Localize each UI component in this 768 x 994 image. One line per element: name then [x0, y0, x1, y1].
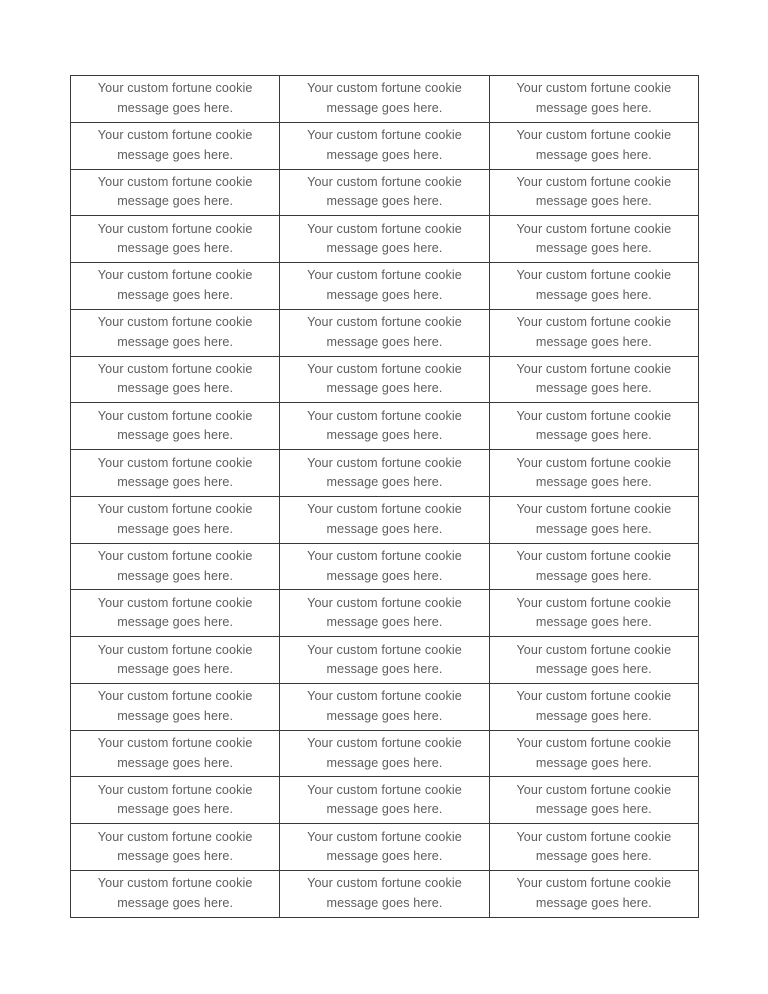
table-row [71, 637, 699, 684]
fortune-message-cell[interactable] [71, 122, 280, 169]
fortune-message-cell[interactable] [489, 824, 698, 871]
fortune-message-cell[interactable] [489, 403, 698, 450]
fortune-message-text: Your custom fortune cookie message goes here. [307, 455, 462, 489]
fortune-message-text: Your custom fortune cookie message goes here. [516, 782, 672, 817]
fortune-message-cell[interactable] [489, 543, 698, 590]
fortune-message-text: Your custom fortune cookie message goes here. [516, 736, 672, 770]
fortune-table-container [70, 75, 698, 917]
fortune-message-text: Your custom fortune cookie message goes here. [307, 876, 462, 910]
fortune-message-cell[interactable] [71, 450, 280, 497]
fortune-message-text: Your custom fortune cookie message goes here. [97, 689, 253, 723]
fortune-message-text: Your custom fortune cookie message goes here. [97, 829, 253, 864]
fortune-message-text: Your custom fortune cookie message goes here. [97, 502, 253, 536]
fortune-message-cell[interactable] [280, 871, 489, 918]
table-row [71, 543, 699, 590]
fortune-message-cell[interactable] [280, 777, 489, 824]
fortune-message-text: Your custom fortune cookie message goes here. [307, 361, 462, 396]
table-row [71, 824, 699, 871]
fortune-message-cell[interactable] [489, 496, 698, 543]
fortune-message-cell[interactable] [489, 122, 698, 169]
fortune-message-text: Your custom fortune cookie message goes here. [516, 502, 672, 536]
table-row [71, 356, 699, 403]
fortune-message-text: Your custom fortune cookie message goes here. [307, 642, 462, 677]
fortune-message-text: Your custom fortune cookie message goes here. [516, 595, 672, 630]
fortune-message-cell[interactable] [280, 76, 489, 123]
fortune-message-text: Your custom fortune cookie message goes here. [97, 876, 253, 910]
fortune-message-text: Your custom fortune cookie message goes here. [516, 361, 672, 396]
fortune-message-cell[interactable] [280, 263, 489, 310]
table-row [71, 496, 699, 543]
fortune-message-cell[interactable] [489, 683, 698, 730]
table-row [71, 403, 699, 450]
fortune-message-text: Your custom fortune cookie message goes here. [97, 268, 253, 302]
fortune-message-text: Your custom fortune cookie message goes here. [97, 174, 253, 209]
fortune-message-text: Your custom fortune cookie message goes here. [97, 595, 253, 630]
table-row [71, 777, 699, 824]
fortune-message-text: Your custom fortune cookie message goes here. [97, 128, 253, 162]
fortune-message-cell[interactable] [489, 777, 698, 824]
fortune-message-text: Your custom fortune cookie message goes here. [97, 315, 253, 349]
fortune-message-cell[interactable] [71, 356, 280, 403]
fortune-message-text: Your custom fortune cookie message goes here. [307, 315, 462, 349]
table-row [71, 450, 699, 497]
fortune-message-text: Your custom fortune cookie message goes here. [307, 408, 462, 443]
fortune-message-cell[interactable] [280, 450, 489, 497]
fortune-message-text: Your custom fortune cookie message goes here. [516, 829, 672, 864]
fortune-message-cell[interactable] [71, 824, 280, 871]
fortune-message-cell[interactable] [71, 777, 280, 824]
fortune-message-text: Your custom fortune cookie message goes here. [516, 642, 672, 677]
fortune-message-cell[interactable] [71, 683, 280, 730]
fortune-message-text: Your custom fortune cookie message goes here. [97, 782, 253, 817]
fortune-message-cell[interactable] [280, 309, 489, 356]
fortune-message-text: Your custom fortune cookie message goes here. [97, 408, 253, 443]
fortune-message-text: Your custom fortune cookie message goes here. [516, 689, 672, 723]
fortune-message-text: Your custom fortune cookie message goes here. [97, 361, 253, 396]
fortune-message-cell[interactable] [489, 263, 698, 310]
fortune-message-cell[interactable] [71, 730, 280, 777]
fortune-message-text: Your custom fortune cookie message goes here. [307, 221, 462, 256]
fortune-message-cell[interactable] [71, 263, 280, 310]
fortune-message-cell[interactable] [71, 403, 280, 450]
fortune-message-cell[interactable] [280, 683, 489, 730]
table-row [71, 871, 699, 918]
fortune-message-cell[interactable] [489, 76, 698, 123]
fortune-message-text: Your custom fortune cookie message goes here. [307, 174, 462, 209]
fortune-message-text: Your custom fortune cookie message goes here. [307, 736, 462, 770]
fortune-message-text: Your custom fortune cookie message goes here. [516, 876, 672, 910]
fortune-message-text: Your custom fortune cookie message goes here. [307, 502, 462, 536]
table-row [71, 263, 699, 310]
fortune-message-cell[interactable] [489, 169, 698, 216]
fortune-message-text: Your custom fortune cookie message goes here. [307, 689, 462, 723]
table-row [71, 169, 699, 216]
fortune-message-text: Your custom fortune cookie message goes here. [516, 174, 672, 209]
fortune-message-cell[interactable] [489, 637, 698, 684]
fortune-message-cell[interactable] [280, 824, 489, 871]
fortune-message-cell[interactable] [280, 122, 489, 169]
table-row [71, 590, 699, 637]
fortune-message-text: Your custom fortune cookie message goes here. [97, 736, 253, 770]
table-row [71, 76, 699, 123]
fortune-message-text: Your custom fortune cookie message goes here. [307, 782, 462, 817]
fortune-message-cell[interactable] [71, 543, 280, 590]
fortune-message-text: Your custom fortune cookie message goes here. [516, 549, 672, 583]
fortune-message-text: Your custom fortune cookie message goes here. [307, 128, 462, 162]
fortune-message-cell[interactable] [489, 450, 698, 497]
fortune-message-cell[interactable] [280, 730, 489, 777]
fortune-message-cell[interactable] [71, 169, 280, 216]
fortune-message-cell[interactable] [71, 216, 280, 263]
fortune-message-text: Your custom fortune cookie message goes here. [307, 81, 462, 115]
fortune-message-cell[interactable] [280, 169, 489, 216]
table-row [71, 683, 699, 730]
fortune-message-cell[interactable] [71, 871, 280, 918]
fortune-message-text: Your custom fortune cookie message goes here. [97, 455, 253, 489]
fortune-message-cell[interactable] [71, 309, 280, 356]
fortune-message-text: Your custom fortune cookie message goes here. [516, 81, 672, 115]
fortune-message-text: Your custom fortune cookie message goes here. [516, 268, 672, 302]
fortune-message-text: Your custom fortune cookie message goes here. [516, 221, 672, 256]
fortune-message-cell[interactable] [280, 543, 489, 590]
fortune-message-text: Your custom fortune cookie message goes here. [516, 128, 672, 162]
fortune-message-text: Your custom fortune cookie message goes here. [307, 268, 462, 302]
fortune-message-text: Your custom fortune cookie message goes here. [307, 549, 462, 583]
fortune-message-cell[interactable] [71, 496, 280, 543]
fortune-message-text: Your custom fortune cookie message goes here. [97, 221, 253, 256]
fortune-message-text: Your custom fortune cookie message goes here. [97, 549, 253, 583]
fortune-message-cell[interactable] [71, 590, 280, 637]
fortune-message-cell[interactable] [280, 637, 489, 684]
fortune-message-cell[interactable] [280, 403, 489, 450]
fortune-message-cell[interactable] [280, 356, 489, 403]
fortune-message-text: Your custom fortune cookie message goes here. [307, 829, 462, 864]
fortune-message-cell[interactable] [489, 309, 698, 356]
fortune-message-cell[interactable] [71, 76, 280, 123]
fortune-message-cell[interactable] [489, 871, 698, 918]
table-row [71, 309, 699, 356]
fortune-table-body [71, 76, 699, 918]
table-row [71, 730, 699, 777]
fortune-message-cell[interactable] [280, 496, 489, 543]
fortune-message-text: Your custom fortune cookie message goes here. [97, 642, 253, 677]
fortune-message-cell[interactable] [489, 216, 698, 263]
fortune-message-cell[interactable] [280, 216, 489, 263]
fortune-message-cell[interactable] [71, 637, 280, 684]
fortune-message-text: Your custom fortune cookie message goes here. [307, 595, 462, 630]
fortune-message-text: Your custom fortune cookie message goes here. [97, 81, 253, 115]
fortune-message-text: Your custom fortune cookie message goes here. [516, 455, 672, 489]
fortune-message-cell[interactable] [489, 590, 698, 637]
fortune-message-cell[interactable] [280, 590, 489, 637]
table-row [71, 122, 699, 169]
fortune-message-text: Your custom fortune cookie message goes here. [516, 408, 672, 443]
fortune-message-cell[interactable] [489, 730, 698, 777]
fortune-message-cell[interactable] [489, 356, 698, 403]
fortune-message-text: Your custom fortune cookie message goes here. [516, 315, 672, 349]
fortune-message-grid [70, 75, 699, 918]
table-row [71, 216, 699, 263]
